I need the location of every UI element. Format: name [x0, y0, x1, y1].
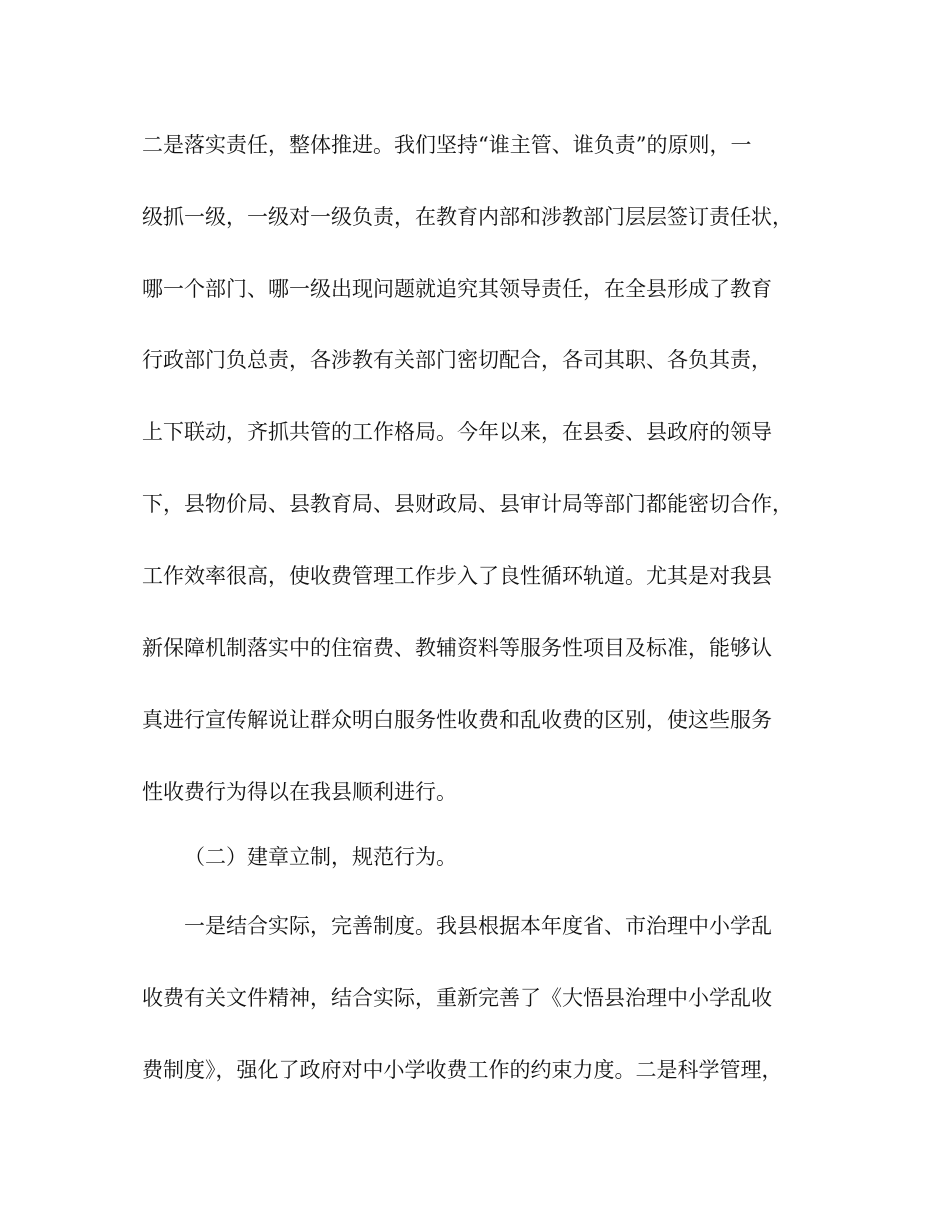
paragraph-line: 哪一个部门、哪一级出现问题就追究其领导责任，在全县形成了教育 — [142, 277, 772, 301]
paragraph-line: 二是落实责任，整体推进。我们坚持“谁主管、谁负责”的原则，一 — [142, 133, 752, 157]
paragraph-line: 下，县物价局、县教育局、县财政局、县审计局等部门都能密切合作， — [142, 492, 793, 516]
paragraph-line: 性收费行为得以在我县顺利进行。 — [142, 780, 457, 804]
paragraph-line: 费制度》，强化了政府对中小学收费工作的约束力度。二是科学管理， — [142, 1058, 783, 1082]
paragraph-line: 一是结合实际，完善制度。我县根据本年度省、市治理中小学乱 — [184, 914, 772, 938]
section-heading: （二）建章立制，规范行为。 — [184, 845, 457, 869]
paragraph-line: 级抓一级，一级对一级负责，在教育内部和涉教部门层层签订责任状， — [142, 205, 793, 229]
paragraph-line: 工作效率很高，使收费管理工作步入了良性循环轨道。尤其是对我县 — [142, 564, 772, 588]
paragraph-line: 上下联动，齐抓共管的工作格局。今年以来，在县委、县政府的领导 — [142, 420, 772, 444]
paragraph-line: 收费有关文件精神，结合实际，重新完善了《大悟县治理中小学乱收 — [142, 986, 772, 1010]
paragraph-line: 新保障机制落实中的住宿费、教辅资料等服务性项目及标准，能够认 — [142, 636, 772, 660]
paragraph-line: 行政部门负总责，各涉教有关部门密切配合，各司其职、各负其责， — [142, 348, 772, 372]
paragraph-line: 真进行宣传解说让群众明白服务性收费和乱收费的区别，使这些服务 — [142, 708, 772, 732]
